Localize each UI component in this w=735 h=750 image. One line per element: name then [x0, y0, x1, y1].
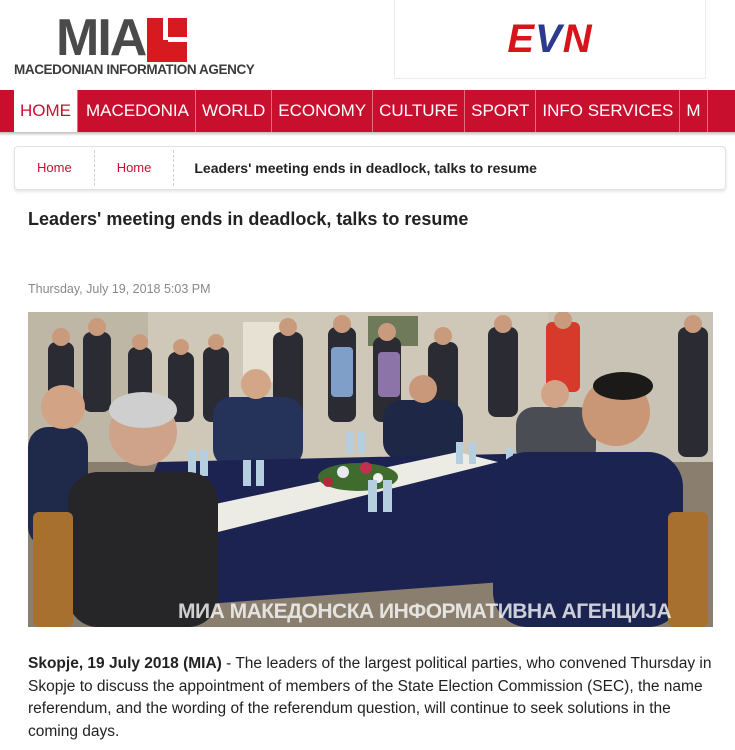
main-nav	[0, 90, 735, 132]
nav-item-macedonia[interactable]: MACEDONIA	[80, 90, 196, 132]
evn-banner-ad[interactable]	[394, 0, 706, 79]
nav-item-world[interactable]: WORLD	[196, 90, 272, 132]
logo-mark	[56, 9, 187, 67]
article-photo[interactable]	[28, 312, 713, 627]
breadcrumb-home-2[interactable]: Home	[95, 150, 175, 186]
article-body	[28, 653, 713, 743]
logo-red-square	[147, 18, 187, 62]
nav-item-culture[interactable]: CULTURE	[373, 90, 465, 132]
site-header	[0, 0, 735, 88]
article-dateline: Skopje, 19 July 2018 (MIA)	[28, 655, 222, 672]
nav-item-sport[interactable]: SPORT	[465, 90, 536, 132]
breadcrumb-current: Leaders' meeting ends in deadlock, talks to resume	[194, 160, 537, 176]
photo-watermark: МИА МАКЕДОНСКА ИНФОРМАТИВНА АГЕНЦИЈА	[178, 600, 672, 623]
nav-shadow	[0, 132, 735, 136]
mia-logo[interactable]	[14, 8, 264, 80]
article-title: Leaders' meeting ends in deadlock, talks to resume	[28, 209, 469, 229]
logo-text: MIA	[56, 9, 146, 67]
article-body-text: - The leaders of the largest political parties, who convened Thursday in Skopje to discuss the appointment of members of the State Election Commission (SEC), the name referendum, and the wording of the referendum question, will continue to seek solutions in the coming days.	[28, 655, 712, 740]
main-nav-items	[0, 90, 735, 132]
nav-item-home[interactable]: HOME	[14, 90, 78, 132]
nav-item-m[interactable]: M	[680, 90, 707, 132]
nav-item-info-services[interactable]: INFO SERVICES	[536, 90, 680, 132]
ad-text: EVN	[507, 16, 593, 61]
breadcrumb-home-1[interactable]: Home	[15, 150, 95, 186]
logo-subtitle: MACEDONIAN INFORMATION AGENCY	[14, 62, 255, 77]
article-date: Thursday, July 19, 2018 5:03 PM	[28, 282, 211, 296]
meeting-photo-illustration	[28, 312, 713, 627]
breadcrumb	[14, 146, 726, 190]
nav-item-economy[interactable]: ECONOMY	[272, 90, 373, 132]
